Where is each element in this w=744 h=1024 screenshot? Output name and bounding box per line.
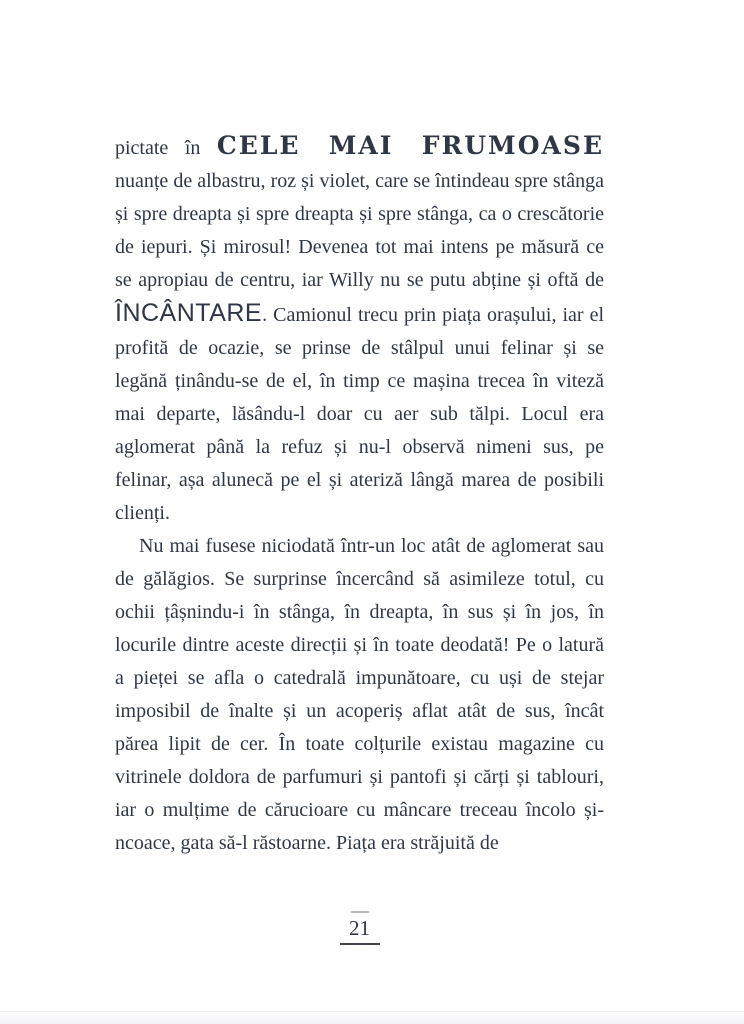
page-footer xyxy=(115,911,604,945)
page-number: 21 xyxy=(349,916,370,940)
footer-rule-top xyxy=(351,911,369,913)
text-segment: pictate în xyxy=(115,137,217,159)
text-segment: . Camionul trecu prin piața orașului, iar el profită de ocazie, se prinse de stâlpul unui felinar și se legănă ținându-se de el, în timp ce mașina trecea în viteză mai departe, lăsându-l doar cu aer sub tălpi. Locul era aglomerat până la refuz și nu-l observă nimeni sus, pe felinar, așa alunecă pe el și ateriză lângă marea de posibili clienți. xyxy=(115,304,604,524)
paragraph xyxy=(115,530,604,860)
text-segment: Nu mai fusese niciodată într-un loc atât de aglomerat sau de gălăgios. Se surprinse încercând să asimileze totul, cu ochii țâșnindu-i în stânga, în dreapta, în sus și în jos, în locurile dintre aceste direcții și în toate deodată! Pe o latură a pieței se afla o catedrală impunătoare, cu uși de stejar imposibil de înalte și un acoperiș aflat atât de sus, încât părea lipit de cer. În toate colțurile existau magazine cu vitrinele doldora de parfumuri și pantofi și cărți și tablouri, iar o mulțime de cărucioare cu mâncare treceau încolo și-ncoace, gata să-l răstoarne. Piața era străjuită de xyxy=(115,535,604,854)
page-bottom-edge xyxy=(0,1011,744,1024)
footer-rule-bottom xyxy=(340,943,380,945)
text-segment: nuanțe de albastru, roz și violet, care se întindeau spre stânga și spre dreapta și spre dreapta și spre stânga, ca o crescătorie de iepuri. Și mirosul! Devenea tot mai intens pe măsură ce se apropiau de centru, iar Willy nu se putu abține și oftă de xyxy=(115,170,604,291)
paragraph xyxy=(115,129,604,530)
text-block xyxy=(115,129,604,860)
emphasis-text: CELE MAI FRUMOASE xyxy=(216,131,604,160)
emphasis-text: ÎNCÂNTARE xyxy=(115,299,263,327)
